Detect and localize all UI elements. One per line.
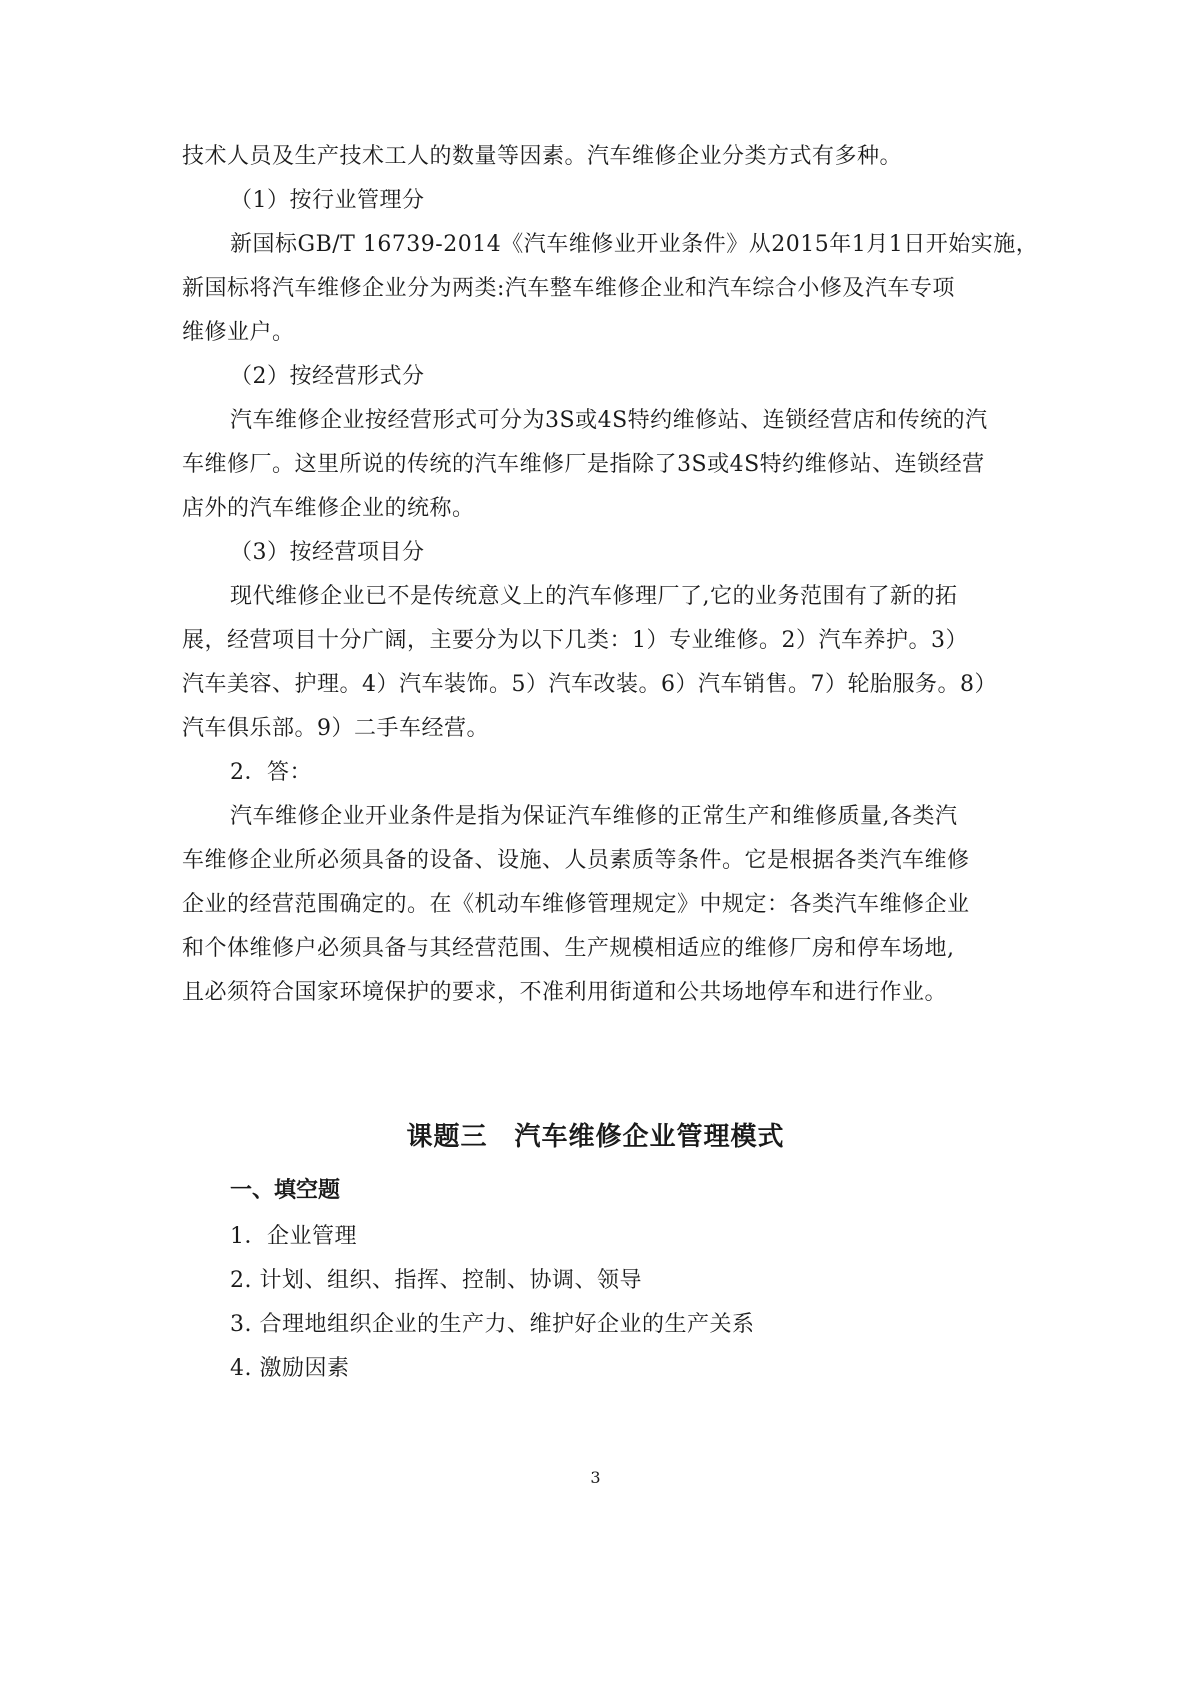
- paragraph-line: 车维修企业所必须具备的设备、设施、人员素质等条件。它是根据各类汽车维修: [182, 848, 970, 873]
- paragraph-line: 和个体维修户必须具备与其经营范围、生产规模相适应的维修厂房和停车场地,: [182, 936, 955, 961]
- answer-item: 3. 合理地组织企业的生产力、维护好企业的生产关系: [230, 1312, 755, 1337]
- answer-item: 2. 计划、组织、指挥、控制、协调、领导: [230, 1268, 642, 1293]
- subsection-title: 一、填空题: [230, 1178, 341, 1203]
- paragraph-line: 汽车维修企业按经营形式可分为3S或4S特约维修站、连锁经营店和传统的汽: [230, 408, 988, 433]
- answer-label: 2．答：: [230, 760, 312, 785]
- paragraph-line: 企业的经营范围确定的。在《机动车维修管理规定》中规定：各类汽车维修企业: [182, 892, 970, 917]
- paragraph-line: 现代维修企业已不是传统意义上的汽车修理厂了,它的业务范围有了新的拓: [230, 584, 958, 609]
- answer-item: 1．企业管理: [230, 1224, 357, 1249]
- answer-item: 4. 激励因素: [230, 1356, 350, 1381]
- paragraph-line: 技术人员及生产技术工人的数量等因素。汽车维修企业分类方式有多种。: [182, 144, 903, 169]
- paragraph-line: 汽车美容、护理。4）汽车装饰。5）汽车改装。6）汽车销售。7）轮胎服务。8）: [182, 672, 997, 697]
- page-number: 3: [590, 1468, 601, 1487]
- paragraph-line: 新国标GB/T 16739-2014《汽车维修业开业条件》从2015年1月1日开始实施，: [230, 232, 1039, 257]
- paragraph-line: 汽车维修企业开业条件是指为保证汽车维修的正常生产和维修质量,各类汽: [230, 804, 958, 829]
- list-heading-3: （3）按经营项目分: [230, 540, 425, 565]
- paragraph-line: 且必须符合国家环境保护的要求，不准利用街道和公共场地停车和进行作业。: [182, 980, 948, 1005]
- paragraph-line: 展，经营项目十分广阔，主要分为以下几类：1）专业维修。2）汽车养护。3）: [182, 628, 968, 653]
- list-heading-2: （2）按经营形式分: [230, 364, 425, 389]
- paragraph-line: 汽车俱乐部。9）二手车经营。: [182, 716, 489, 741]
- paragraph-line: 维修业户。: [182, 320, 295, 345]
- paragraph-line: 店外的汽车维修企业的统称。: [182, 496, 475, 521]
- list-heading-1: （1）按行业管理分: [230, 188, 425, 213]
- paragraph-line: 新国标将汽车维修企业分为两类:汽车整车维修企业和汽车综合小修及汽车专项: [182, 276, 955, 301]
- paragraph-line: 车维修厂。这里所说的传统的汽车维修厂是指除了3S或4S特约维修站、连锁经营: [182, 452, 985, 477]
- section-title: 课题三 汽车维修企业管理模式: [406, 1122, 785, 1152]
